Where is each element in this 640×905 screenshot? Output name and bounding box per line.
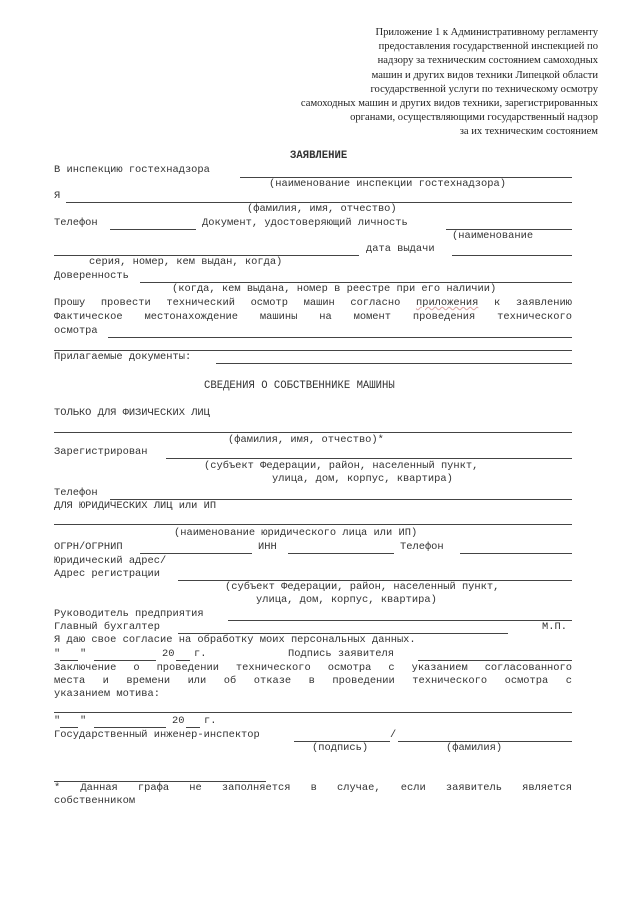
attachment-link[interactable]: приложения — [415, 297, 479, 309]
legal-name-field[interactable] — [54, 524, 572, 525]
head-field[interactable] — [228, 620, 572, 621]
insp-quote-open: " — [54, 715, 61, 727]
attached-field[interactable] — [216, 363, 572, 364]
inspector-label: Государственный инженер-инспектор — [54, 729, 260, 741]
inspection-label: В инспекцию гостехнадзора — [54, 164, 210, 176]
header-line: Приложение 1 к Административному регламенту — [375, 27, 598, 38]
inn-label: ИНН — [258, 541, 277, 553]
address-hint-2: улица, дом, корпус, квартира) — [272, 473, 453, 485]
legal-name-hint: (наименование юридического лица или ИП) — [174, 527, 418, 539]
legal-phone-field[interactable] — [460, 553, 572, 554]
header-line: за их техническим состоянием — [459, 126, 598, 138]
date-quote-open: " — [54, 648, 61, 660]
conclusion-field[interactable] — [54, 712, 572, 713]
conclusion-line-2: места и времени или об отказе в проведении технического осмотра с — [54, 675, 572, 687]
inspector-fio-hint: (фамилия) — [446, 742, 503, 754]
doc-name-hint: (наименование — [452, 230, 534, 242]
i-label: Я — [54, 190, 61, 202]
footnote-line-2: собственником — [54, 795, 136, 807]
insp-day-field[interactable] — [60, 727, 78, 728]
document-label: Документ, удостоверяющий личность — [202, 217, 408, 229]
location-line-2: осмотра — [54, 325, 98, 337]
footnote-line-1: * Данная графа не заполняется в случае, если заявитель является — [54, 782, 572, 794]
owner-fio-field[interactable] — [54, 432, 572, 433]
appendix-header — [268, 26, 598, 140]
issue-date-label: дата выдачи — [366, 243, 435, 255]
slash-separator: / — [390, 729, 397, 741]
head-label: Руководитель предприятия — [54, 608, 204, 620]
owner-phone-label: Телефон — [54, 487, 98, 499]
inspection-hint: (наименование инспекции гостехнадзора) — [269, 178, 506, 190]
location-line-1: Фактическое местонахождение машины на момент проведения технического — [54, 311, 572, 323]
registered-field[interactable] — [166, 458, 572, 459]
physical-title: ТОЛЬКО ДЛЯ ФИЗИЧЕСКИХ ЛИЦ — [54, 407, 210, 419]
insp-year-label: 20 — [172, 715, 185, 727]
ogrn-label: ОГРН/ОГРНИП — [54, 541, 123, 553]
conclusion-line-1: Заключение о проведении технического осмотра с указанием согласованного — [54, 662, 572, 674]
header-line: надзору за техническим состоянием самоходных — [377, 55, 598, 67]
request-pre: Прошу провести технический осмотр машин согласно — [54, 297, 401, 309]
header-line: самоходных машин и других видов техники, зарегистрированных — [300, 98, 598, 110]
doc-series-hint: серия, номер, кем выдан, когда) — [89, 256, 283, 268]
header-line: предоставления государственной инспекцией по — [378, 41, 598, 53]
address-hint-1: (субъект Федерации, район, населенный пункт, — [204, 460, 479, 472]
year-label: 20 — [162, 648, 175, 660]
ogrn-field[interactable] — [140, 553, 252, 554]
registered-label: Зарегистрирован — [54, 446, 148, 458]
location-field[interactable] — [108, 337, 572, 338]
inn-field[interactable] — [288, 553, 394, 554]
legal-title: ДЛЯ ЮРИДИЧЕСКИХ ЛИЦ или ИП — [54, 500, 217, 512]
document-title: ЗАЯВЛЕНИЕ — [290, 150, 348, 162]
legal-address-label: Юридический адрес/ — [54, 555, 167, 567]
request-post: к заявлению — [493, 297, 572, 309]
insp-month-field[interactable] — [94, 727, 166, 728]
issue-date-field[interactable] — [452, 255, 572, 256]
year-field[interactable] — [176, 660, 190, 661]
reg-address-label: Адрес регистрации — [54, 568, 161, 580]
day-field[interactable] — [60, 660, 78, 661]
insp-year-field[interactable] — [186, 727, 200, 728]
owner-section-title: СВЕДЕНИЯ О СОБСТВЕННИКЕ МАШИНЫ — [204, 380, 395, 392]
insp-year-suffix: г. — [204, 715, 217, 727]
fio-hint: (фамилия, имя, отчество) — [247, 203, 397, 215]
month-field[interactable] — [94, 660, 156, 661]
address2-hint-2: улица, дом, корпус, квартира) — [256, 594, 437, 606]
consent-text: Я даю свое согласие на обработку моих персональных данных. — [54, 634, 416, 646]
phone-field[interactable] — [110, 229, 196, 230]
address2-hint-1: (субъект Федерации, район, населенный пункт, — [225, 581, 500, 593]
inspector-sign-hint: (подпись) — [312, 742, 369, 754]
phone-label: Телефон — [54, 217, 98, 229]
insp-quote-close: " — [80, 715, 87, 727]
date-quote-close: " — [80, 648, 87, 660]
conclusion-line-3: указанием мотива: — [54, 688, 161, 700]
accountant-label: Главный бухгалтер — [54, 621, 161, 633]
attached-label: Прилагаемые документы: — [54, 351, 192, 363]
applicant-sign-label: Подпись заявителя — [288, 648, 395, 660]
stamp-label: М.П. — [542, 621, 567, 633]
header-line: органами, осуществляющими государственный надзор — [350, 112, 598, 124]
header-line: государственной услуги по техническому осмотру — [370, 83, 598, 95]
header-line: машин и других видов техники Липецкой области — [371, 69, 598, 81]
proxy-label: Доверенность — [54, 270, 129, 282]
year-suffix: г. — [194, 648, 207, 660]
proxy-hint: (когда, кем выдана, номер в реестре при его наличии) — [172, 283, 497, 295]
applicant-sign-field[interactable] — [418, 660, 572, 661]
request-line — [54, 297, 572, 309]
owner-fio-hint: (фамилия, имя, отчество)* — [228, 434, 384, 446]
legal-phone-label: Телефон — [400, 541, 444, 553]
